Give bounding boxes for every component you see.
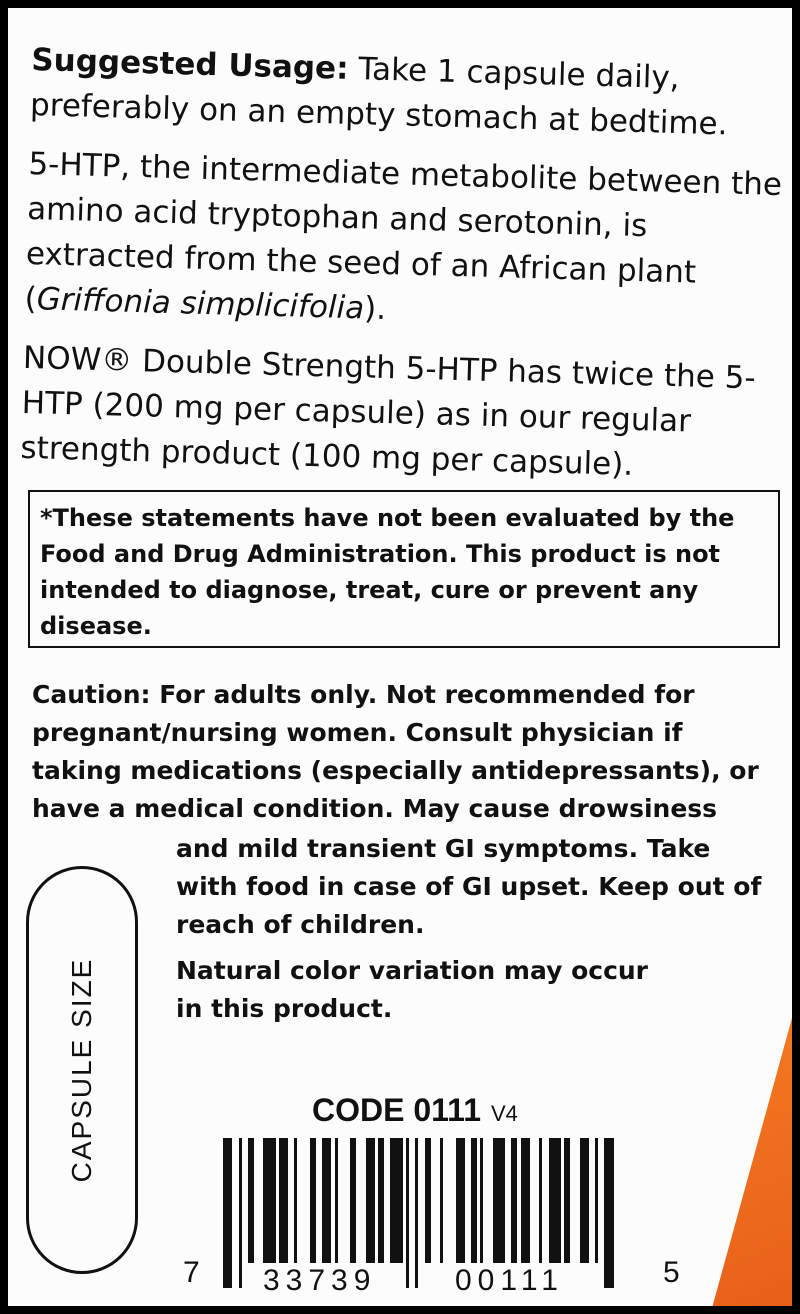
suggested-usage-paragraph: [29, 38, 791, 149]
extract-paragraph: [24, 142, 789, 343]
suggested-usage-text: Take 1 capsule daily, preferably on an empty stomach at bedtime.: [29, 50, 729, 143]
barcode-right-digits: 00111: [455, 1264, 564, 1297]
barcode-bar: [456, 1138, 465, 1263]
usage-section: [20, 38, 792, 506]
natural-color-note: Natural color variation may occur in this product.: [176, 956, 649, 1023]
barcode-bar: [511, 1138, 517, 1263]
barcode-left-digits: 33739: [263, 1264, 377, 1297]
barcode-bar: [425, 1138, 431, 1263]
barcode-bar: [493, 1138, 505, 1263]
barcode-bar: [350, 1138, 356, 1263]
barcode-bar: [263, 1138, 275, 1263]
barcode-bar: [248, 1138, 254, 1263]
barcode-bar: [580, 1138, 589, 1263]
barcode-bar: [322, 1138, 331, 1263]
product-label: [8, 8, 792, 1306]
barcode-bar: [279, 1138, 288, 1263]
barcode-bar: [564, 1138, 570, 1263]
barcode-bar: [415, 1138, 418, 1288]
barcode-bar: [521, 1138, 530, 1263]
barcode-bar: [310, 1138, 316, 1263]
orange-accent-stripe: [712, 1018, 792, 1306]
barcode-bar: [406, 1138, 409, 1288]
barcode-bar: [471, 1138, 477, 1263]
caution-text: Caution: For adults only. Not recommended for pregnant/nursing women. Consult physician if taking medications (especially antidepressants), or have a medical condition. May cause drowsiness: [32, 680, 759, 823]
barcode-bar: [549, 1138, 561, 1263]
barcode-bar: [378, 1138, 384, 1263]
plant-species-name: Griffonia simplicifolia: [36, 281, 365, 327]
barcode-bar: [390, 1138, 402, 1263]
product-code: [312, 1092, 518, 1129]
suggested-usage-heading: Suggested Usage:: [30, 41, 350, 87]
code-version: V4: [491, 1101, 518, 1126]
barcode-bar: [539, 1138, 542, 1263]
code-label: CODE 0111: [312, 1092, 481, 1128]
barcode-bar: [223, 1138, 232, 1288]
upc-barcode: [183, 1138, 680, 1297]
barcode-bar: [366, 1138, 375, 1263]
fda-disclaimer-box: *These statements have not been evaluated by the Food and Drug Administration. This product is not intended to diagnose, treat, cure or prevent any disease.: [28, 490, 780, 648]
barcode-bar: [440, 1138, 443, 1263]
barcode-lead-digit: 7: [183, 1256, 200, 1289]
barcode-bar: [595, 1138, 598, 1263]
barcode-bar: [480, 1138, 483, 1263]
barcode-bar: [239, 1138, 242, 1288]
capsule-size-label: CAPSULE SIZE: [66, 957, 97, 1183]
caution-text-continued: and mild transient GI symptoms. Take with food in case of GI upset. Keep out of reach of children.: [176, 834, 762, 939]
barcode-bar: [604, 1138, 613, 1288]
double-strength-paragraph: NOW® Double Strength 5-HTP has twice the 5-HTP (200 mg per capsule) as in our regular strength product (100 mg per capsule).: [20, 339, 757, 483]
extract-text: 5-HTP, the intermediate metabolite between the amino acid tryptophan and serotonin, is extracted from the seed of an African plant (: [24, 145, 783, 318]
barcode-trail-digit: 5: [663, 1256, 680, 1289]
capsule-size-outline: [26, 866, 138, 1274]
barcode-bar: [294, 1138, 297, 1263]
barcode-bar: [335, 1138, 338, 1263]
extract-text-end: ).: [363, 290, 387, 327]
